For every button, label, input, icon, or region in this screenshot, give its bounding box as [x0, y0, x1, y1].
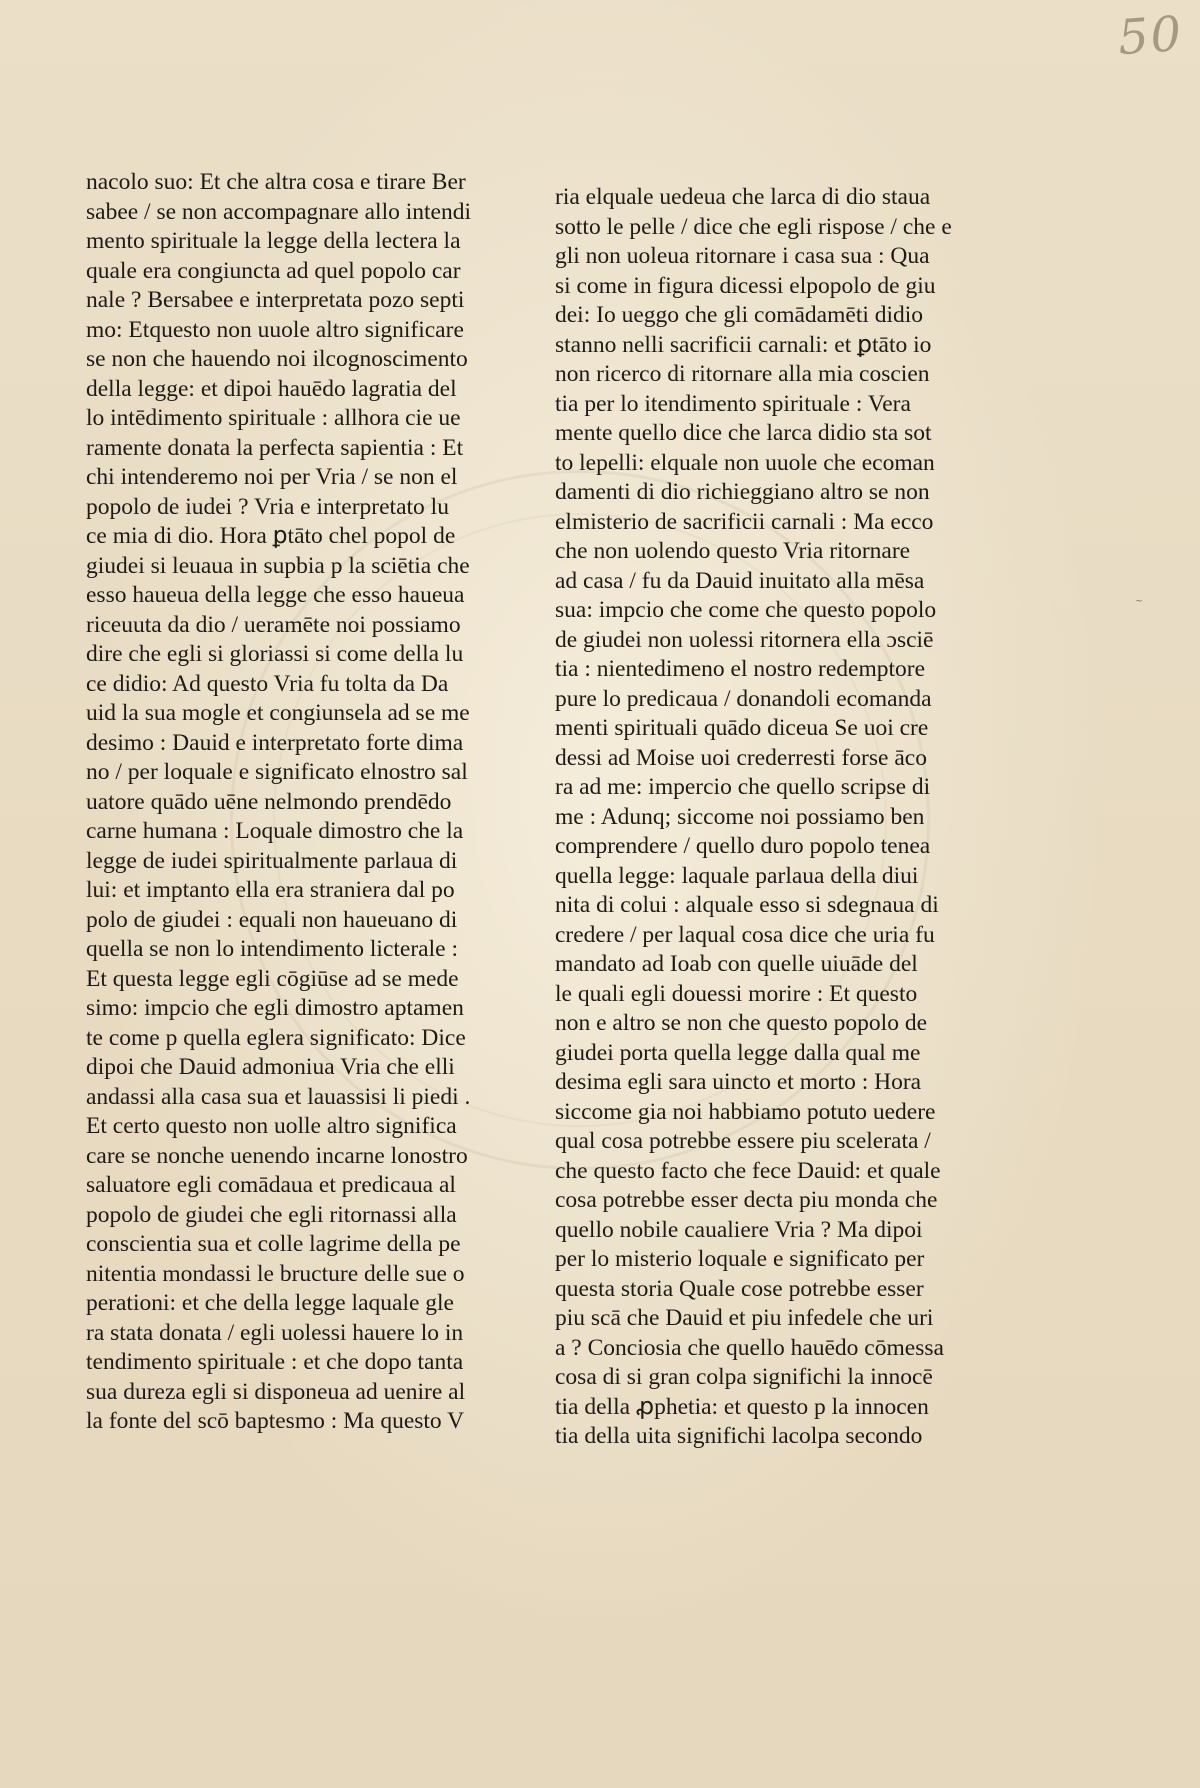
text-line: desimo : Dauid e interpretato forte dima	[86, 729, 464, 756]
text-line: siccome gia noi habbiamo potuto uedere	[555, 1098, 936, 1125]
text-line: lo intēdimento spirituale : allhora cie ue	[86, 405, 461, 431]
text-line: legge de iudei spiritualmente parlaua di	[86, 847, 458, 874]
text-line: sabee / se non accompagnare allo intendi	[86, 198, 471, 225]
text-line: ra stata donata / egli uolessi hauere lo in	[86, 1319, 464, 1346]
text-line: ramente donata la perfecta sapientia : Et	[86, 434, 464, 461]
text-line: nitentia mondassi le bructure delle sue o	[86, 1260, 465, 1287]
text-line: no / per loquale e significato elnostro sal	[86, 759, 468, 785]
text-line: nita di colui : alquale esso si sdegnaua di	[555, 892, 939, 918]
right-text-column	[555, 183, 985, 1452]
text-line: quello nobile caualiere Vria ? Ma dipoi	[555, 1216, 923, 1243]
text-line: desima egli sara uincto et morto : Hora	[555, 1069, 922, 1095]
text-line: cosa di si gran colpa significhi la innocē	[555, 1364, 933, 1390]
text-line: carne humana : Loquale dimostro che la	[86, 818, 464, 844]
text-line: mente quello dice che larca didio sta sot	[555, 420, 932, 446]
text-line: sotto le pelle / dice che egli rispose / che e	[555, 213, 952, 240]
text-line: saluatore egli comādaua et predicaua al	[86, 1172, 456, 1198]
text-line: che questo facto che fece Dauid: et quale	[555, 1157, 941, 1184]
text-line: perationi: et che della legge laquale gle	[86, 1290, 454, 1316]
text-line: polo de giudei : equali non haueuano di	[86, 906, 458, 933]
text-line: de giudei non uolessi ritornera ella ɔsciē	[555, 626, 934, 653]
text-line: tia della ꝓphetia: et questo p la innocen	[555, 1393, 929, 1420]
text-line: per lo misterio loquale e significato per	[555, 1246, 925, 1272]
text-line: te come p quella eglera significato: Dice	[86, 1024, 466, 1051]
text-line: sua: impcio che come che questo popolo	[555, 597, 937, 623]
text-line: elmisterio de sacrificii carnali : Ma ecco	[555, 508, 934, 535]
text-line: tia per lo itendimento spirituale : Vera	[555, 390, 911, 417]
folio-number: 50	[1116, 5, 1185, 67]
text-line: le quali egli douessi morire : Et questo	[555, 980, 918, 1007]
text-line: questa storia Quale cose potrebbe esser	[555, 1275, 924, 1302]
text-line: che non uolendo questo Vria ritornare	[555, 538, 911, 564]
text-line: damenti di dio richieggiano altro se non	[555, 479, 930, 505]
text-line: chi intenderemo noi per Vria / se non el	[86, 464, 458, 490]
text-line: simo: impcio che egli dimostro aptamen	[86, 995, 464, 1021]
text-line: dei: Io ueggo che gli comādamēti didio	[555, 302, 924, 328]
text-line: stanno nelli sacrificii carnali: et ꝑtāto io	[555, 331, 932, 358]
text-line: to lepelli: elquale non uuole che ecoman	[555, 449, 935, 476]
text-line: care se nonche uenendo incarne lonostro	[86, 1142, 468, 1169]
text-line: nale ? Bersabee e interpretata pozo septi	[86, 287, 465, 313]
text-line: Et certo questo non uolle altro significa	[86, 1113, 457, 1139]
text-line: si come in figura dicessi elpopolo de giu	[555, 272, 936, 299]
text-line: uid la sua mogle et congiunsela ad se me	[86, 700, 470, 726]
text-line: ad casa / fu da Dauid inuitato alla mēsa	[555, 567, 925, 594]
text-line: della legge: et dipoi hauēdo lagratia del	[86, 375, 457, 402]
text-line: riceuuta da dio / ueramēte noi possiamo	[86, 611, 461, 638]
text-line: tendimento spirituale : et che dopo tanta	[86, 1349, 464, 1375]
text-line: andassi alla casa sua et lauassisi li piedi .	[86, 1083, 471, 1110]
text-line: quale era congiuncta ad quel popolo car	[86, 257, 461, 284]
text-line: dipoi che Dauid admoniua Vria che elli	[86, 1054, 455, 1080]
text-line: sua dureza egli si disponeua ad uenire al	[86, 1378, 466, 1405]
text-line: lui: et imptanto ella era straniera dal po	[86, 877, 455, 903]
text-line: a ? Conciosia che quello hauēdo cōmessa	[555, 1334, 944, 1361]
text-line: ra ad me: impercio che quello scripse di	[555, 774, 931, 800]
text-line: dire che egli si gloriassi si come della lu	[86, 641, 464, 667]
text-line: me : Adunq; siccome noi possiamo ben	[555, 803, 925, 830]
text-line: giudei porta quella legge dalla qual me	[555, 1039, 921, 1066]
text-line: mo: Etquesto non uuole altro significare	[86, 316, 464, 343]
text-line: se non che hauendo noi ilcognoscimento	[86, 346, 468, 372]
text-line: la fonte del scō baptesmo : Ma questo V	[86, 1408, 465, 1434]
text-line: uatore quādo uēne nelmondo prendēdo	[86, 788, 452, 815]
text-line: dessi ad Moise uoi crederresti forse āco	[555, 744, 927, 771]
text-line: gli non uoleua ritornare i casa sua : Qua	[555, 243, 930, 269]
text-line: non ricerco di ritornare alla mia coscien	[555, 361, 930, 387]
text-line: tia : nientedimeno el nostro redemptore	[555, 656, 926, 682]
text-line: giudei si leuaua in supbia p la sciētia che	[86, 552, 470, 579]
text-line: non e altro se non che questo popolo de	[555, 1010, 927, 1036]
text-line: credere / per laqual cosa dice che uria fu	[555, 921, 935, 948]
text-line: ria elquale uedeua che larca di dio staua	[555, 184, 931, 210]
text-line: menti spirituali quādo diceua Se uoi cre	[555, 715, 929, 741]
text-line: conscientia sua et colle lagrime della pe	[86, 1231, 461, 1257]
text-line: comprendere / quello duro popolo tenea	[555, 833, 931, 859]
text-line: Et questa legge egli cōgiūse ad se mede	[86, 965, 459, 992]
text-line: quella se non lo intendimento licterale :	[86, 936, 458, 962]
text-line: mento spirituale la legge della lectera la	[86, 228, 461, 254]
text-line: tia della uita significhi lacolpa secondo	[555, 1423, 923, 1449]
text-line: ce didio: Ad questo Vria fu tolta da Da	[86, 670, 449, 697]
text-line: mandato ad Ioab con quelle uiuāde del	[555, 951, 918, 977]
text-line: qual cosa potrebbe essere piu scelerata /	[555, 1128, 931, 1154]
margin-mark: ~	[1135, 596, 1144, 607]
text-line: ce mia di dio. Hora ꝑtāto chel popol de	[86, 523, 456, 549]
text-line: piu scā che Dauid et piu infedele che uri	[555, 1305, 934, 1331]
text-line: nacolo suo: Et che altra cosa e tirare Ber	[86, 169, 466, 195]
left-text-column	[86, 168, 506, 1437]
text-line: cosa potrebbe esser decta piu monda che	[555, 1187, 938, 1213]
text-line: popolo de iudei ? Vria e interpretato lu	[86, 493, 449, 520]
text-line: pure lo predicaua / donandoli ecomanda	[555, 685, 932, 712]
text-line: quella legge: laquale parlaua della diui	[555, 862, 919, 889]
text-line: esso haueua della legge che esso haueua	[86, 582, 465, 608]
text-line: popolo de giudei che egli ritornassi alla	[86, 1201, 457, 1228]
